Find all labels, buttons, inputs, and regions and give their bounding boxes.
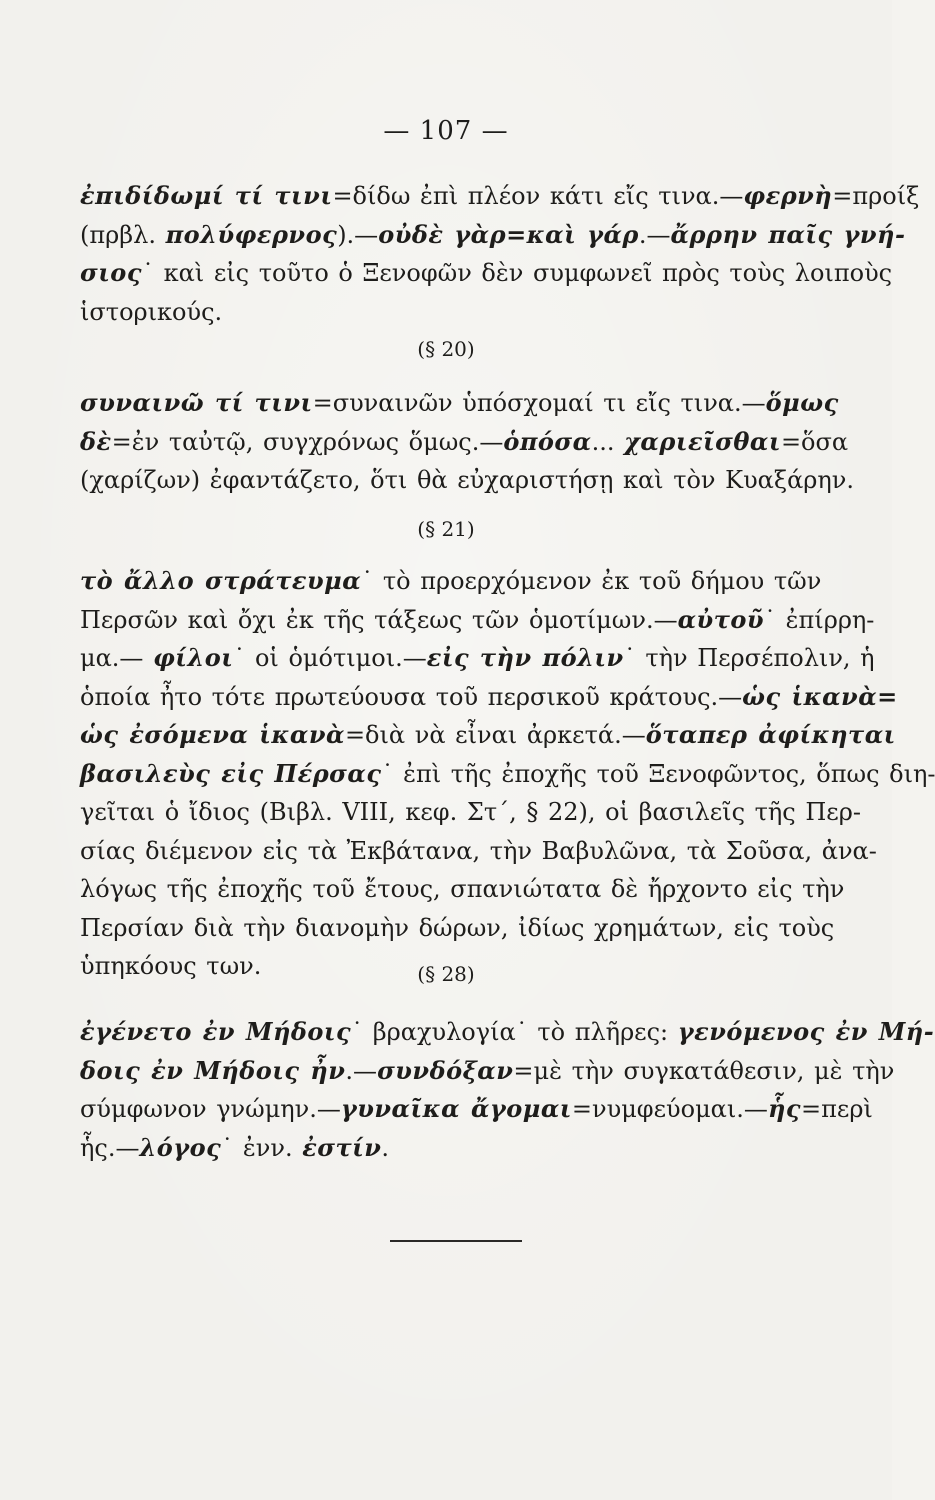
gloss-text: ).—: [337, 220, 379, 249]
gloss-text: ˙ τὴν Περσέπολιν, ἡ: [623, 644, 875, 672]
gloss-text: Περσίαν διὰ τὴν διανομὴν δώρων, ἰδίως χρημάτων, εἰς τοὺς: [80, 913, 835, 942]
gloss-text: ˙ τὸ προερχόμενον ἐκ τοῦ δήμου τῶν: [361, 567, 822, 595]
section-heading: (§ 21): [417, 517, 475, 541]
gloss-text: ˙ καὶ εἰς τοῦτο ὁ Ξενοφῶν δὲν συμφωνεῖ πρὸς τοὺς λοιποὺς: [141, 259, 893, 287]
greek-term: ἄρρην παῖς γνή-: [670, 219, 906, 249]
gloss-text: =ὅσα: [780, 427, 849, 456]
text-line: [80, 1129, 818, 1168]
text-line: [80, 832, 877, 871]
gloss-text: =νυμφεύομαι.—: [571, 1095, 768, 1123]
gloss-text: σίας διέμενον εἰς τὰ Ἐκβάτανα, τὴν Βαβυλῶνα, τὰ Σοῦσα, ἀνα-: [80, 836, 877, 865]
greek-term: ἐπιδίδωμί τί τινι: [80, 181, 333, 210]
gloss-text: =προίξ: [832, 182, 920, 210]
gloss-text: .: [381, 1133, 390, 1162]
greek-term: ὅμως: [765, 388, 839, 417]
section-heading: (§ 28): [417, 962, 475, 986]
greek-term: σιος: [80, 258, 142, 287]
gloss-text: (χαρίζων) ἐφαντάζετο, ὅτι θὰ εὐχαριστήσῃ καὶ τὸν Κυαξάρην.: [80, 466, 855, 494]
paragraph-intro: [80, 177, 920, 331]
gloss-text: ὑπηκόους των.: [80, 952, 262, 980]
text-line: [80, 293, 818, 332]
paragraph-section-20: [80, 384, 855, 500]
greek-term: ὁπόσα: [503, 426, 592, 456]
greek-term: λόγος: [139, 1132, 222, 1162]
text-line: [80, 254, 893, 293]
greek-term: βασιλεὺς εἰς Πέρσας: [80, 758, 382, 788]
text-line: [80, 384, 839, 423]
gloss-text: Περσῶν καὶ ὄχι ἐκ τῆς τάξεως τῶν ὁμοτίμων.—: [80, 605, 678, 634]
greek-term: δὲ: [80, 426, 112, 456]
greek-term: εἰς τὴν πόλιν: [426, 643, 624, 672]
paragraph-section-28: [80, 1013, 935, 1167]
greek-term: φερνὴ: [743, 181, 833, 210]
greek-term: φίλοι: [153, 643, 234, 672]
text-line: [80, 1052, 895, 1091]
gloss-text: =μὲ τὴν συγκατάθεσιν, μὲ τὴν: [513, 1056, 895, 1085]
greek-term: ἧς: [767, 1094, 801, 1123]
text-line: [80, 461, 855, 500]
end-rule: [390, 1240, 522, 1242]
gloss-text: ἱστορικούς.: [80, 297, 223, 326]
greek-term: οὐδὲ γὰρ=καὶ γάρ: [378, 219, 639, 249]
gloss-text: =διὰ νὰ εἶναι ἀρκετά.—: [344, 721, 646, 749]
greek-term: τὸ ἄλλο στράτευμα: [80, 566, 362, 595]
greek-term: συναινῶ τί τινι: [80, 388, 313, 417]
text-line: [80, 423, 849, 462]
text-line: [80, 177, 920, 216]
text-line: [80, 216, 906, 255]
greek-term: ὡς ἱκανὰ=: [742, 681, 898, 711]
greek-term: πολύφερνος: [165, 219, 338, 249]
text-line: [80, 870, 845, 909]
text-line: [80, 601, 875, 640]
gloss-text: ˙ ἐνν.: [221, 1133, 303, 1162]
greek-term: ἐστίν: [302, 1132, 382, 1162]
greek-term: χαριεῖσθαι: [624, 426, 781, 456]
gloss-text: ˙ οἱ ὁμότιμοι.—: [233, 644, 427, 672]
paragraph-section-21: [80, 562, 935, 986]
text-line: [80, 678, 898, 717]
text-line: [80, 716, 896, 755]
gloss-text: =δίδω ἐπὶ πλέον κάτι εἴς τινα.—: [332, 182, 744, 210]
text-line: [80, 639, 875, 678]
greek-term: συνδόξαν: [377, 1055, 514, 1085]
greek-term: αὐτοῦ: [677, 604, 765, 634]
gloss-text: γεῖται ὁ ἴδιος (Βιβλ. VIII, κεφ. Στ΄, § 22), οἱ βασιλεῖς τῆς Περ-: [80, 798, 861, 826]
gloss-text: λόγως τῆς ἐποχῆς τοῦ ἔτους, σπανιώτατα δὲ ἤρχοντο εἰς τὴν: [80, 875, 845, 903]
page-number: — 107 —: [383, 116, 509, 146]
gloss-text: .—: [345, 1056, 378, 1085]
gloss-text: μα.—: [80, 644, 154, 672]
gloss-text: ὁποία ἦτο τότε πρωτεύουσα τοῦ περσικοῦ κράτους.—: [80, 682, 743, 711]
gloss-text: =περὶ: [801, 1095, 873, 1123]
greek-term: γενόμενος ἐν Μή-: [677, 1017, 935, 1046]
text-line: [80, 1090, 873, 1129]
gloss-text: (πρβλ.: [80, 220, 166, 249]
text-line: [80, 1013, 935, 1052]
greek-term: ὅταπερ ἀφίκηται: [645, 720, 896, 749]
gloss-text: .—: [638, 220, 671, 249]
text-line: [80, 562, 822, 601]
gloss-text: ˙ βραχυλογία˙ τὸ πλῆρες:: [351, 1018, 678, 1046]
greek-term: ὡς ἐσόμενα ἱκανὰ: [80, 720, 345, 749]
gloss-text: ...: [591, 427, 625, 456]
text-line: [80, 755, 935, 794]
greek-term: δοις ἐν Μήδοις ἦν: [80, 1055, 346, 1085]
gloss-text: ˙ ἐπὶ τῆς ἐποχῆς τοῦ Ξενοφῶντος, ὅπως διη-: [381, 759, 935, 788]
gloss-text: ˙ ἐπίρρη-: [764, 605, 875, 634]
gloss-text: =ἐν ταὐτῷ, συγχρόνως ὅμως.—: [111, 427, 504, 456]
greek-term: ἐγένετο ἐν Μήδοις: [80, 1017, 352, 1046]
gloss-text: ἧς.—: [80, 1133, 140, 1162]
section-heading: (§ 20): [417, 337, 475, 361]
gloss-text: σύμφωνον γνώμην.—: [80, 1095, 341, 1123]
greek-term: γυναῖκα ἄγομαι: [340, 1094, 572, 1123]
gloss-text: =συναινῶν ὑπόσχομαί τι εἴς τινα.—: [312, 389, 766, 417]
text-line: [80, 909, 835, 948]
text-line: [80, 793, 861, 832]
